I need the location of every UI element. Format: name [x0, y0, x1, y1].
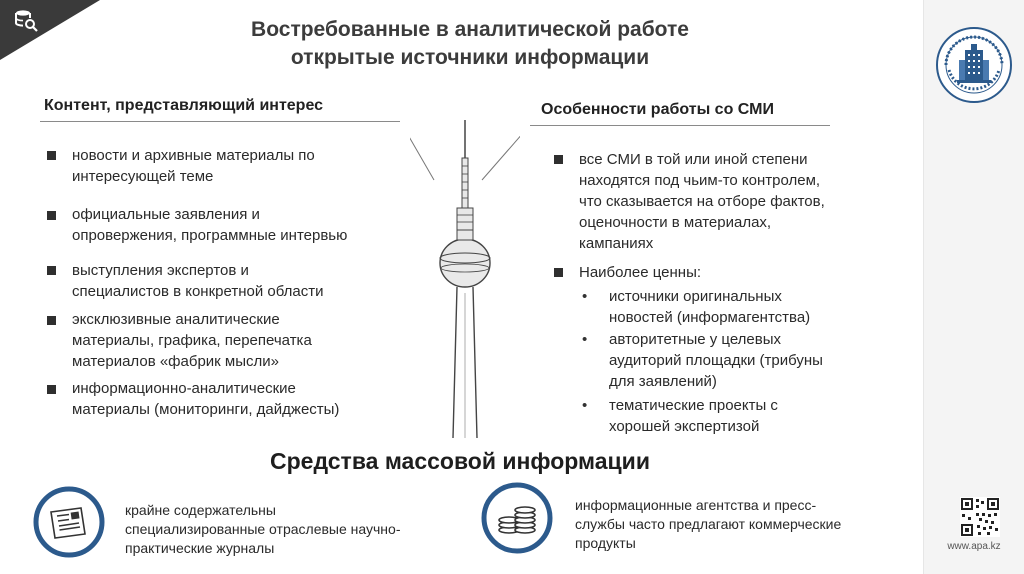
bullet-square-icon	[47, 385, 56, 394]
agencies-text	[575, 496, 841, 553]
bullet-dot-icon: •	[582, 331, 588, 348]
left-item	[72, 309, 312, 372]
right-sidebar	[923, 0, 1024, 574]
left-item-line: официальные заявления и	[72, 206, 260, 223]
right-item-line: все СМИ в той или иной степени	[579, 151, 808, 168]
left-column-heading: Контент, представляющий интерес	[44, 97, 324, 114]
title-line-1: Востребованные в аналитической работе	[251, 18, 689, 41]
page-title	[160, 16, 780, 72]
right-item-line: находятся под чьим-то контролем,	[579, 172, 821, 189]
journals-text-line: специализированные отраслевые научно-	[125, 521, 401, 537]
title-line-2: открытые источники информации	[290, 46, 650, 69]
database-search-icon[interactable]	[14, 8, 38, 32]
mass-media-heading: Средства массовой информации	[270, 448, 650, 474]
agencies-text-line: информационные агентства и пресс-	[575, 497, 817, 513]
journals-text-line: крайне содержательны	[125, 502, 276, 518]
right-item-line: оценочности в материалах,	[579, 214, 772, 231]
right-item-most-valuable: Наиболее ценны:	[579, 264, 702, 281]
left-item-line: выступления экспертов и	[72, 262, 249, 279]
bullet-dot-icon: •	[582, 288, 588, 305]
right-item-line: что сказывается на отборе фактов,	[579, 193, 825, 210]
right-item-media-control	[579, 149, 825, 254]
bullet-square-icon	[47, 151, 56, 160]
site-url[interactable]: www.apa.kz	[947, 541, 1001, 552]
journals-text-line: практические журналы	[125, 540, 275, 556]
left-item-line: специалистов в конкретной области	[72, 283, 324, 300]
left-item-line: интересующей теме	[72, 168, 214, 185]
left-item-line: материалы (мониторинги, дайджесты)	[72, 401, 340, 418]
right-item-line: кампаниях	[579, 235, 654, 252]
newspaper-icon	[33, 486, 105, 558]
left-item-line: эксклюзивные аналитические	[72, 311, 280, 328]
left-heading-underline	[40, 121, 400, 122]
left-item	[72, 145, 315, 187]
agencies-text-line: службы часто предлагают коммерческие	[575, 516, 842, 532]
journals-text	[125, 501, 401, 558]
left-item-line: новости и архивные материалы по	[72, 147, 315, 164]
qr-code-icon[interactable]	[960, 497, 1000, 537]
right-sub-item-line: авторитетные у целевых	[609, 331, 782, 348]
left-item	[72, 378, 339, 420]
right-sub-item	[609, 286, 810, 328]
left-item-line: материалов «фабрик мысли»	[72, 353, 279, 370]
bullet-square-icon	[47, 266, 56, 275]
tv-tower-icon	[410, 118, 520, 438]
right-sub-item-line: для заявлений)	[609, 373, 717, 390]
right-sub-item-line: новостей (информагентства)	[609, 309, 811, 326]
left-item-line: материалы, графика, перепечатка	[72, 332, 312, 349]
right-sub-item	[609, 395, 778, 437]
bullet-square-icon	[554, 155, 563, 164]
coins-icon	[481, 482, 553, 554]
right-sub-item-line: хорошей экспертизой	[609, 418, 760, 435]
right-sub-item-line: тематические проекты с	[609, 397, 778, 414]
right-column-heading: Особенности работы со СМИ	[541, 101, 774, 118]
left-item-line: информационно-аналитические	[72, 380, 296, 397]
left-item	[72, 260, 323, 302]
right-sub-item-line: источники оригинальных	[609, 288, 782, 305]
agencies-text-line: продукты	[575, 535, 636, 551]
right-sub-item-line: аудиторий площадки (трибуны	[609, 352, 823, 369]
left-item-line: опровержения, программные интервью	[72, 227, 348, 244]
right-heading-underline	[530, 125, 830, 126]
left-item	[72, 204, 347, 246]
academy-seal-icon	[935, 26, 1013, 104]
bullet-square-icon	[47, 211, 56, 220]
right-sub-item	[609, 329, 823, 392]
bullet-dot-icon: •	[582, 397, 588, 414]
bullet-square-icon	[554, 268, 563, 277]
bullet-square-icon	[47, 316, 56, 325]
